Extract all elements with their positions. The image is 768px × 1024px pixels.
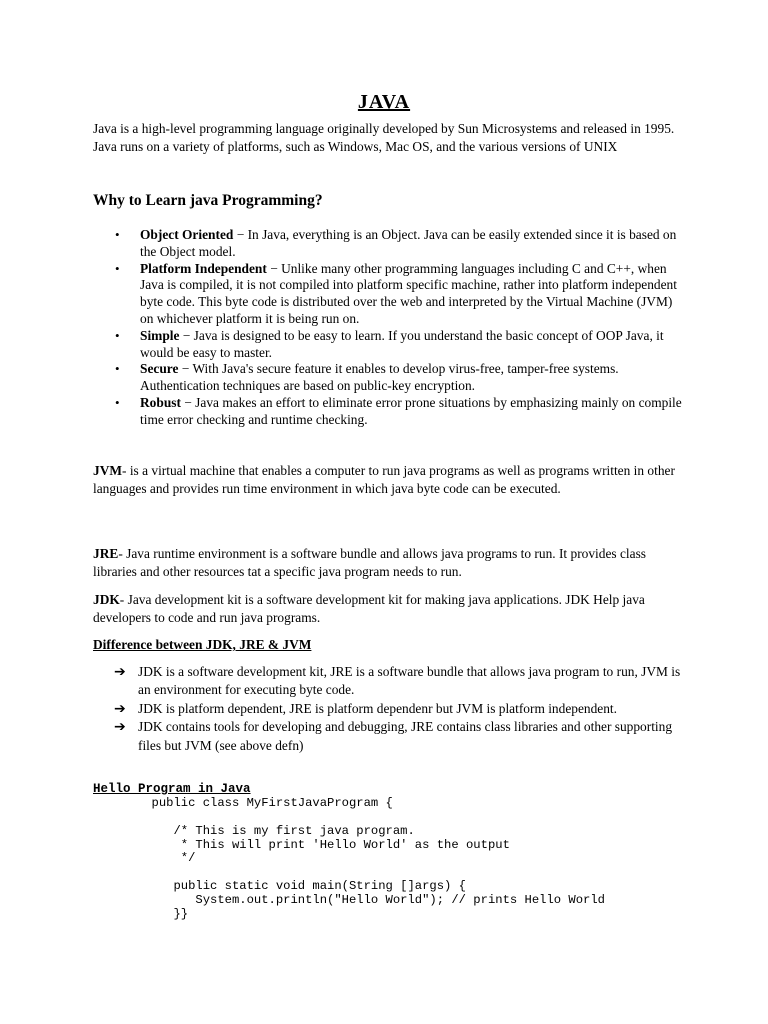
difference-text: JDK is platform dependent, JRE is platform dependenr but JVM is platform independent. <box>138 700 617 716</box>
feature-term: Simple <box>140 327 180 343</box>
difference-text: JDK is a software development kit, JRE is a software bundle that allows java program to run, JVM is an environment for executing byte code. <box>138 664 681 698</box>
arrow-right-icon: ➔ <box>114 719 126 736</box>
list-item <box>115 361 685 395</box>
list-item <box>115 260 685 328</box>
feature-text: − Java makes an effort to eliminate error prone situations by emphasizing mainly on compile time error checking and runtime checking. <box>140 394 682 427</box>
jvm-text: - is a virtual machine that enables a computer to run java programs as well as programs written in other languages and provides run time environment in which java byte code can be executed. <box>93 463 675 497</box>
list-item <box>114 700 683 718</box>
jre-paragraph <box>93 545 683 582</box>
difference-heading: Difference between JDK, JRE & JVM <box>93 637 312 652</box>
why-learn-heading: Why to Learn java Programming? <box>93 192 323 209</box>
list-item <box>115 394 685 429</box>
feature-term: Platform Independent <box>140 260 267 276</box>
arrow-right-icon: ➔ <box>114 664 126 680</box>
bullet-icon: • <box>115 361 120 377</box>
jre-term: JRE <box>93 546 119 561</box>
feature-term: Robust <box>140 394 181 410</box>
feature-text: − Unlike many other programming languages including C and C++, when Java is compiled, it is not compiled into platform specific machine, rather into platform independent byte code. This byte code is distributed over the web and interpreted by the Virtual Machine (JVM) on whichever platform it is being run on. <box>140 260 677 326</box>
jvm-term: JVM <box>93 463 123 478</box>
feature-text: − Java is designed to be easy to learn. If you understand the basic concept of OOP Java, it would be easy to master. <box>140 327 664 360</box>
bullet-icon: • <box>115 260 120 276</box>
bullet-icon: • <box>115 394 120 410</box>
arrow-right-icon: ➔ <box>114 700 126 717</box>
bullet-icon: • <box>115 227 120 242</box>
jdk-paragraph <box>93 591 683 628</box>
list-item <box>114 663 683 700</box>
jdk-text: - Java development kit is a software development kit for making java applications. JDK Help java developers to code and run java programs. <box>93 592 645 626</box>
jre-text: - Java runtime environment is a software bundle and allows java programs to run. It provides class libraries and other resources tat a specific java program needs to run. <box>93 546 646 580</box>
code-block: public class MyFirstJavaProgram { /* This is my first java program. * This will print 'Hello World' as the output */ public static void main(String []args) { System.out.println("Hello World"); // prints Hello World }} <box>151 796 605 921</box>
feature-text: − With Java's secure feature it enables to develop virus-free, tamper-free systems. Authentication techniques are based on public-key encryption. <box>140 361 619 394</box>
jvm-paragraph <box>93 462 683 499</box>
differences-list <box>114 663 683 755</box>
list-item <box>114 718 683 755</box>
feature-text: − In Java, everything is an Object. Java can be easily extended since it is based on the Object model. <box>140 227 677 259</box>
bullet-icon: • <box>115 327 120 343</box>
jdk-term: JDK <box>93 592 120 607</box>
intro-paragraph: Java is a high-level programming language originally developed by Sun Microsystems and released in 1995. Java runs on a variety of platforms, such as Windows, Mac OS, and the various versions of UNIX <box>93 121 675 155</box>
features-list <box>115 227 685 429</box>
page-title: JAVA <box>357 91 411 113</box>
feature-term: Object Oriented <box>140 227 234 242</box>
list-item <box>115 327 685 362</box>
feature-term: Secure <box>140 361 179 377</box>
code-heading: Hello Program in Java <box>93 782 251 796</box>
list-item <box>115 227 685 261</box>
difference-text: JDK contains tools for developing and debugging, JRE contains class libraries and other supporting files but JVM (see above defn) <box>138 719 673 753</box>
